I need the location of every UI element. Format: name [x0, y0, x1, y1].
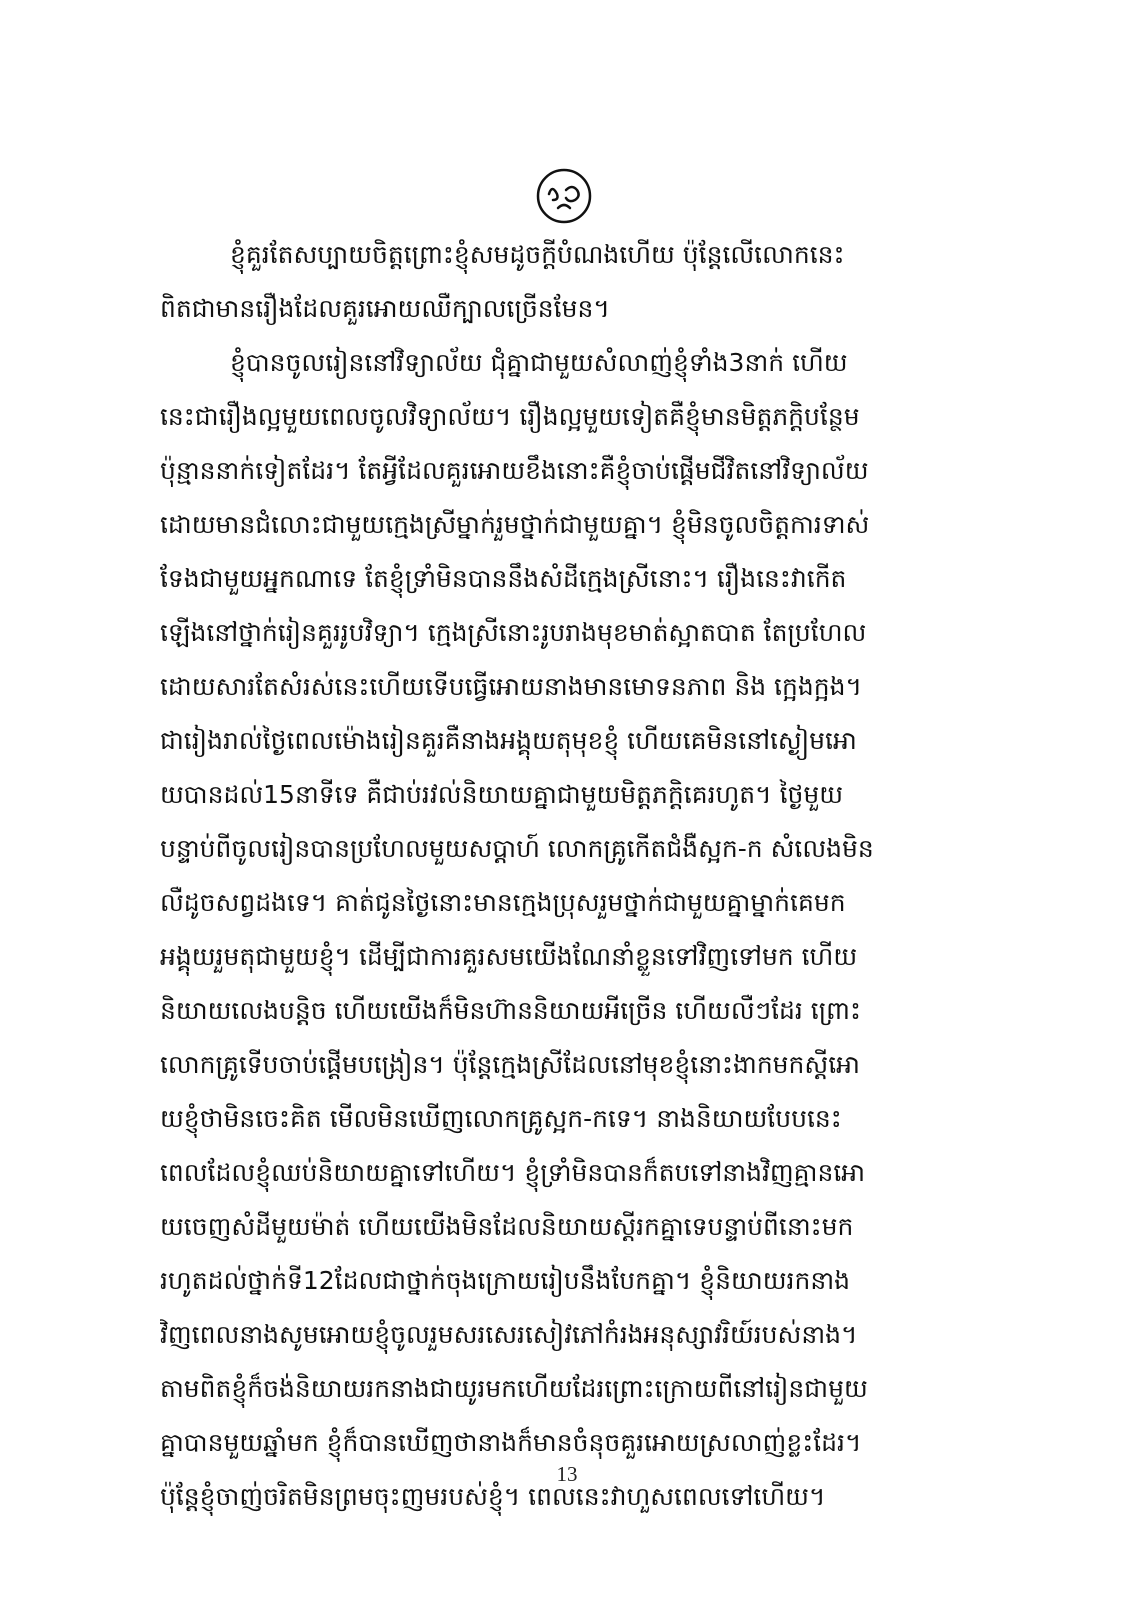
text-line: ដោយមានជំលោះជាមួយក្មេងស្រីម្នាក់រួមថ្នាក់ជាមួយគ្នា។ ខ្ញុំមិនចូលចិត្តការទាស់ [160, 510, 870, 539]
text-line: យខ្ញុំថាមិនចេះគិត មើលមិនឃើញលោកគ្រូស្អក-កទេ។ នាងនិយាយបែបនេះ [160, 1104, 842, 1133]
page-number: 13 [556, 1462, 578, 1486]
text-line: ទែងជាមួយអ្នកណាទេ តែខ្ញុំទ្រាំមិនបាននឹងសំដីក្មេងស្រីនោះ។ រឿងនេះវាកើត [160, 564, 847, 593]
text-line: ខ្ញុំបានចូលរៀននៅវិទ្យាល័យ ជុំគ្នាជាមួយសំលាញ់ខ្ញុំទាំង3នាក់ ហើយ [230, 348, 848, 377]
text-line: បន្ទាប់ពីចូលរៀនបានប្រហែលមួយសប្តាហ៍ លោកគ្រូកើតជំងឺស្អក-ក សំលេងមិន [160, 834, 874, 863]
text-line: ដោយសារតែសំរស់នេះហើយទើបធ្វើអោយនាងមានមោទនភាព និង ក្អេងក្អង។ [160, 672, 862, 701]
text-line: លោកគ្រូទើបចាប់ផ្តើមបង្រៀន។ ប៉ុន្តែក្មេងស្រីដែលនៅមុខខ្ញុំនោះងាកមកស្តីអោ [160, 1050, 860, 1079]
text-line: ប៉ុន្តែខ្ញុំចាញ់ចរិតមិនព្រមចុះញមរបស់ខ្ញុំ។ ពេលនេះវាហួសពេលទៅហើយ។ [160, 1482, 826, 1511]
text-line: ឡើងនៅថ្នាក់រៀនគួររូបវិទ្យា។ ក្មេងស្រីនោះរូបរាងមុខមាត់ស្អាតបាត តែប្រហែល [160, 618, 867, 647]
text-line: និយាយលេងបន្តិច ហើយយើងក៏មិនហ៊ាននិយាយអីច្រើន ហើយលឺៗដែរ ព្រោះ [160, 996, 861, 1025]
text-line: នេះជារឿងល្អមួយពេលចូលវិទ្យាល័យ។ រឿងល្អមួយទៀតគឺខ្ញុំមានមិត្តភក្តិបន្ថែម [160, 402, 860, 431]
text-line: ពេលដែលខ្ញុំឈប់និយាយគ្នាទៅហើយ។ ខ្ញុំទ្រាំមិនបានក៏តបទៅនាងវិញគ្មានអោ [160, 1158, 866, 1187]
chapter-marker-icon [534, 166, 594, 226]
text-line: យចេញសំដីមួយម៉ាត់ ហើយយើងមិនដែលនិយាយស្តីរកគ្នាទេបន្ទាប់ពីនោះមក [160, 1212, 854, 1241]
body-text [160, 228, 975, 1524]
text-line: ខ្ញុំគួរតែសប្បាយចិត្តព្រោះខ្ញុំសមដូចក្តីបំណងហើយ ប៉ុន្តែលើលោកនេះ [230, 240, 845, 269]
text-line: អង្គុយរួមតុជាមួយខ្ញុំ។ ដើម្បីជាការគួរសមយើងណែនាំខ្លួនទៅវិញទៅមក ហើយ [160, 942, 858, 971]
text-line: វិញពេលនាងសូមអោយខ្ញុំចូលរួមសរសេរសៀវភៅកំរងអនុស្សាវរិយ៍របស់នាង។ [160, 1320, 858, 1349]
text-line: យបានដល់15នាទីទេ គឺជាប់រវល់និយាយគ្នាជាមួយមិត្តភក្តិគេរហូត។ ថ្ងៃមួយ [160, 780, 844, 809]
text-line: ប៉ុន្មាននាក់ទៀតដែរ។ តែអ្វីដែលគួរអោយខឹងនោះគឺខ្ញុំចាប់ផ្តើមជីវិតនៅវិទ្យាល័យ [160, 456, 869, 485]
text-line: ពិតជាមានរឿងដែលគួរអោយឈឺក្បាលច្រើនមែន។ [160, 294, 610, 323]
text-line: តាមពិតខ្ញុំក៏ចង់និយាយរកនាងជាយូរមកហើយដែរព្រោះក្រោយពីនៅរៀនជាមួយ [160, 1374, 868, 1403]
text-line: រហូតដល់ថ្នាក់ទី12ដែលជាថ្នាក់ចុងក្រោយរៀបនឹងបែកគ្នា។ ខ្ញុំនិយាយរកនាង [160, 1266, 851, 1295]
text-line: គ្នាបានមួយឆ្នាំមក ខ្ញុំក៏បានឃើញថានាងក៏មានចំនុចគួរអោយស្រលាញ់ខ្លះដែរ។ [160, 1428, 862, 1457]
text-line: លឺដូចសព្វដងទេ។ គាត់ជូនថ្ងៃនោះមានក្មេងប្រុសរួមថ្នាក់ជាមួយគ្នាម្នាក់គេមក [160, 888, 846, 917]
text-line: ជារៀងរាល់ថ្ងៃពេលម៉ោងរៀនគួរគឺនាងអង្គុយតុមុខខ្ញុំ ហើយគេមិននៅស្ងៀមអោ [160, 726, 857, 755]
